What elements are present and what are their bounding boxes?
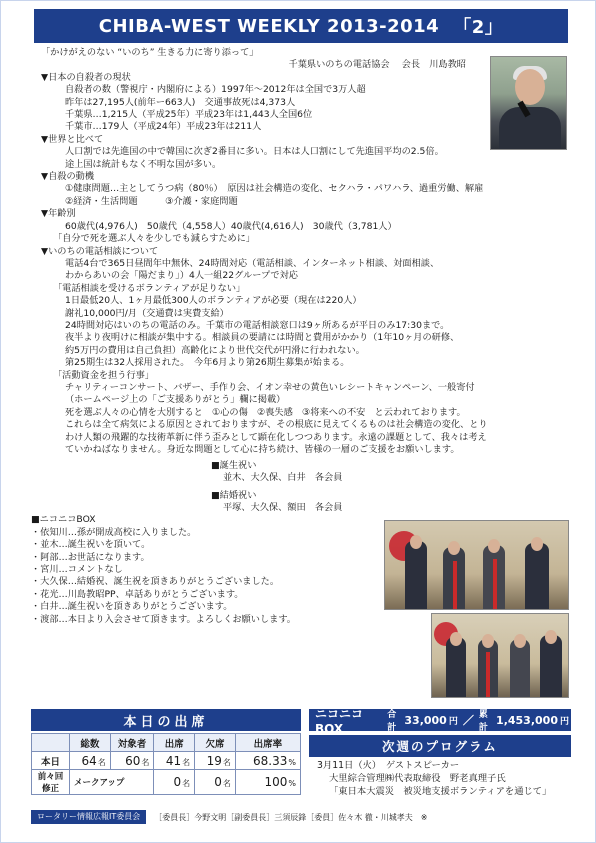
nikoniko-bar-label: ニコニコBOX bbox=[315, 706, 364, 736]
nikoniko-cum-label: 累計 bbox=[478, 710, 488, 733]
person-head bbox=[482, 634, 494, 648]
prev-label: 前々回修正 bbox=[32, 770, 70, 795]
speech-line: これらは全て病気による原因とされておりますが、その根底に見えてくるものは社会構造の変化、とり bbox=[65, 419, 488, 431]
speech-line: 電話4台で365日昼間年中無休、24時間対応（電話相談、インターネット相談、対面相談、 bbox=[65, 257, 440, 269]
next-program-speaker: 大里綜合管理㈱代表取締役 野老真理子氏 bbox=[329, 772, 506, 784]
eligible-value: 60名 bbox=[110, 752, 154, 770]
col-present: 出席 bbox=[154, 734, 195, 752]
speech-line: ▼世界と比べて bbox=[41, 133, 104, 145]
speech-title: 「かけがえのない “いのち” 生きる力に寄り添って」 bbox=[41, 47, 259, 58]
speech-line: 千葉市…179人（平成24年）平成23年は211人 bbox=[65, 121, 262, 133]
person-head bbox=[514, 634, 526, 648]
sash bbox=[486, 652, 490, 698]
speech-line: 1日最低20人、1ヶ月最低300人のボランティアが必要（現在は220人） bbox=[65, 295, 362, 307]
speech-line: ていかねばなりません。身近な問題として心に持ち続け、皆様の一層のご支援をお願いします。 bbox=[65, 444, 460, 455]
attendance-table bbox=[31, 733, 301, 795]
speech-line: ▼自殺の動機 bbox=[41, 171, 95, 183]
speech-line: 千葉県…1,215人（平成25年）平成23年は1,443人全国6位 bbox=[65, 109, 313, 121]
speech-line: わけ人類の飛躍的な技術革新に伴う歪みとして顕在化しつつあります。永遠の課題として、我々は考え bbox=[65, 431, 487, 443]
person-head bbox=[450, 632, 462, 646]
speech-line: ②経済・生活問題 ③介護・家庭問題 bbox=[65, 195, 238, 207]
newsletter-title: CHIBA-WEST WEEKLY 2013-2014 bbox=[98, 15, 440, 37]
speech-line: ①健康問題…主としてうつ病（80％） 原因は社会構造の変化、セクハラ・パワハラ、過重労働、解雇 bbox=[65, 183, 484, 195]
wedding-group-photo bbox=[431, 613, 569, 698]
absent-value: 19名 bbox=[195, 752, 236, 770]
issue-number: 「2」 bbox=[453, 17, 504, 38]
speech-line: チャリティーコンサート、バザー、手作り会、イオン幸せの黄色いレシートキャンペーン、一般寄付 bbox=[65, 381, 475, 393]
col-total: 総数 bbox=[70, 734, 111, 752]
nikoniko-title: ■ニコニコBOX bbox=[31, 514, 96, 526]
speech-line: ▼いのちの電話相談について bbox=[41, 245, 159, 257]
nikoniko-total-label: 合計 bbox=[387, 710, 397, 733]
attendance-today-row bbox=[32, 752, 301, 770]
speech-line: 約5万円の費用は自己負担）高齢化により世代交代が円滑に行われない。 bbox=[65, 344, 365, 356]
birthday-title: ■誕生祝い bbox=[211, 460, 257, 472]
person-head bbox=[410, 535, 422, 549]
col-eligible: 対象者 bbox=[110, 734, 154, 752]
person bbox=[405, 541, 427, 609]
attendance-prev-row bbox=[32, 770, 301, 795]
newsletter-header bbox=[34, 9, 568, 43]
speech-line: 謝礼10,000円/月（交通費は実費支給） bbox=[65, 307, 229, 319]
next-program-date: 3月11日（火） ゲストスピーカー bbox=[317, 760, 460, 771]
committee-members: ［委員長］今野文明［副委員長］三須辰鋒［委員］佐々木 徹・川城孝夫 ※ bbox=[154, 812, 428, 822]
person-head bbox=[545, 630, 557, 644]
nikoniko-cum-unit: 円 bbox=[559, 716, 569, 727]
speech-line: 途上国は統計もなく不明な国が多い。 bbox=[65, 158, 222, 170]
rate-value: 68.33% bbox=[235, 752, 300, 770]
speech-line: ▼年齢別 bbox=[41, 208, 76, 220]
speech-line: 人口割では先進国の中で韓国に次ぎ2番目に多い。日本は人口割にして先進国平均の2.5倍。 bbox=[65, 146, 444, 158]
speech-line: 自殺者の数（警視庁・内閣府による）1997年～2012年は全国で3万人超 bbox=[65, 84, 366, 96]
wedding-members: 平塚、大久保、額田 各会員 bbox=[223, 502, 343, 514]
committee-name: ロータリー情報広報IT委員会 bbox=[31, 810, 146, 824]
speaker-name: 千葉県いのちの電話協会 会長 川島教昭 bbox=[288, 59, 466, 71]
attendance-corner bbox=[32, 734, 70, 752]
nikoniko-item: ・宮川…コメントなし bbox=[31, 564, 123, 576]
makeup-cell bbox=[70, 770, 154, 795]
birthday-members: 並木、大久保、白井 各会員 bbox=[223, 472, 343, 484]
nikoniko-item: ・花光…川島教昭PP、卓話ありがとうございます。 bbox=[31, 588, 244, 600]
speech-line: 第25期生は32人採用された。 今年6月より第26期生募集が始まる。 bbox=[65, 357, 350, 369]
person bbox=[540, 635, 562, 697]
col-rate: 出席率 bbox=[235, 734, 300, 752]
attendance-header-row bbox=[32, 734, 301, 752]
attendance-title: 本日の出席 bbox=[31, 709, 301, 731]
prev-absent-value: 0名 bbox=[195, 770, 236, 795]
nikoniko-item: ・白井…誕生祝いを頂きありがとうございます。 bbox=[31, 601, 233, 613]
birthday-group-photo bbox=[384, 520, 569, 610]
speech-body bbox=[31, 72, 571, 457]
speech-line: 死を選ぶ人々の心情を大別すると ①心の傷 ②喪失感 ③将来への不安 と云われております。 bbox=[65, 406, 466, 418]
person bbox=[446, 637, 466, 697]
speech-line: ▼日本の自殺者の現状 bbox=[41, 71, 131, 83]
nikoniko-total: 33,000 bbox=[404, 713, 447, 727]
sash bbox=[493, 559, 497, 609]
today-label: 本日 bbox=[32, 752, 70, 770]
makeup-label: メークアップ bbox=[74, 778, 125, 788]
person-head bbox=[531, 537, 543, 551]
speech-line: わからあいの会「陽だまり」）4人一組22グループで対応 bbox=[65, 270, 298, 282]
footer bbox=[31, 810, 571, 824]
celebrations-block bbox=[31, 460, 571, 518]
speech-line: 昨年は27,195人(前年ー663人) 交通事故死は4,373人 bbox=[65, 96, 296, 108]
person-head bbox=[448, 541, 460, 555]
total-value: 64名 bbox=[70, 752, 111, 770]
nikoniko-item: ・阿部…お世話になります。 bbox=[31, 551, 150, 563]
nikoniko-item: ・渡部…本日より入会させて頂きます。よろしくお願いします。 bbox=[31, 613, 296, 625]
nikoniko-summary-bar bbox=[309, 706, 571, 736]
next-program-topic: 「東日本大震災 被災地支援ボランティアを通じて」 bbox=[329, 785, 552, 797]
person-head bbox=[488, 539, 500, 553]
speech-line: 24時間対応はいのちの電話のみ。千葉市の電話相談窓口は9ヶ所あるが平日のみ17:30まで。 bbox=[65, 319, 450, 331]
speech-line: 「活動資金を担う行事」 bbox=[53, 369, 155, 381]
person bbox=[525, 543, 549, 609]
nikoniko-item: ・大久保…結婚祝、誕生祝を頂きありがとうございました。 bbox=[31, 576, 280, 588]
speech-line: 60歳代(4,976人) 50歳代（4,558人）40歳代(4,616人) 30歳代（3,781人） bbox=[65, 220, 397, 232]
speech-line: 夜半より夜明けに相談が集中する。相談員の要請には時間と費用がかかり（1年10ヶ月の研修、 bbox=[65, 332, 460, 344]
sash bbox=[453, 561, 457, 609]
nikoniko-item: ・依知川…孫が開成高校に入りました。 bbox=[31, 526, 197, 538]
nikoniko-separator: ／ bbox=[462, 714, 474, 727]
nikoniko-total-unit: 円 bbox=[448, 716, 458, 727]
wedding-title: ■結婚祝い bbox=[211, 490, 257, 502]
nikoniko-cum: 1,453,000 bbox=[496, 713, 558, 727]
present-value: 41名 bbox=[154, 752, 195, 770]
makeup-value: 0名 bbox=[154, 770, 195, 795]
speech-line: （ホームページ上の「ご支援ありがとう」欄に掲載） bbox=[65, 394, 286, 406]
next-program bbox=[317, 760, 571, 798]
speech-line: 「自分で死を選ぶ人々を少しでも減らすために」 bbox=[53, 233, 256, 245]
prev-rate-value: 100% bbox=[235, 770, 300, 795]
speech-line: 「電話相談を受けるボランティアが足りない」 bbox=[53, 282, 246, 294]
col-absent: 欠席 bbox=[195, 734, 236, 752]
next-program-title: 次週のプログラム bbox=[309, 735, 571, 757]
nikoniko-item: ・並木…誕生祝いを頂いて。 bbox=[31, 539, 151, 551]
